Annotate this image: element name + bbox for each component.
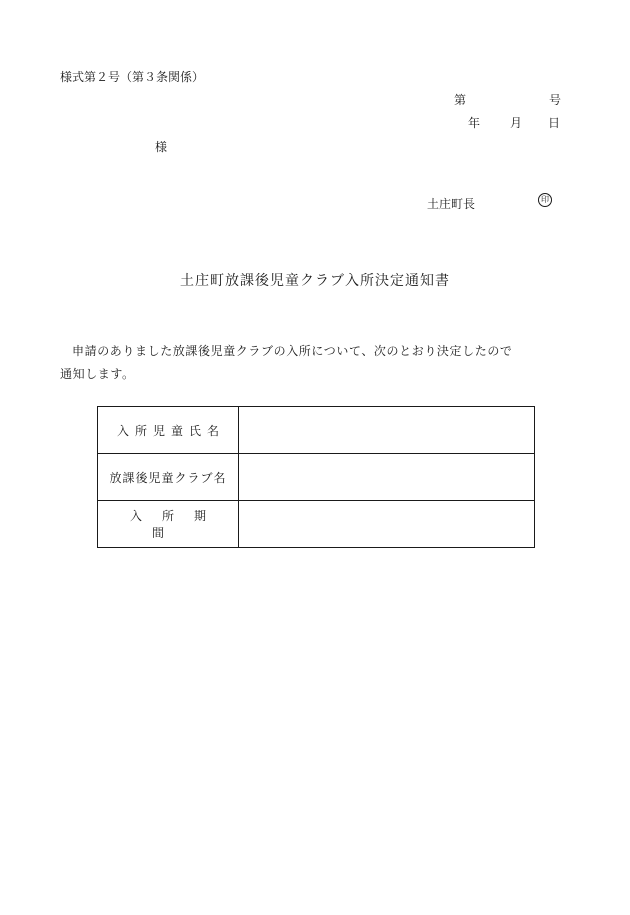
body-text xyxy=(60,340,560,386)
table-row xyxy=(98,454,535,501)
row-label-child-name-text: 入所児童氏名 xyxy=(116,423,225,438)
seal-mark-icon: 印 xyxy=(538,193,552,207)
date-year-label: 年 xyxy=(468,116,481,130)
row-value-period[interactable] xyxy=(239,501,535,548)
document-number-suffix: 号 xyxy=(549,93,562,107)
issuer-name: 土庄町長 xyxy=(427,197,476,211)
row-label-period-text: 入所期間 xyxy=(129,509,226,540)
date-day-label: 日 xyxy=(548,116,561,130)
body-line-2: 通知します。 xyxy=(60,367,135,381)
info-table xyxy=(97,406,535,548)
date-month-label: 月 xyxy=(510,116,523,130)
row-label-period xyxy=(98,501,239,548)
form-number-label: 様式第２号（第３条関係） xyxy=(60,70,205,84)
document-number-prefix: 第 xyxy=(454,93,467,107)
row-value-club-name[interactable] xyxy=(239,454,535,501)
document-title: 土庄町放課後児童クラブ入所決定通知書 xyxy=(180,273,450,289)
addressee-suffix: 様 xyxy=(155,140,168,154)
body-line-1: 申請のありました放課後児童クラブの入所について、次のとおり決定したので xyxy=(72,344,513,358)
table-row xyxy=(98,501,535,548)
table-row xyxy=(98,407,535,454)
row-label-club-name-text: 放課後児童クラブ名 xyxy=(109,470,227,485)
row-label-child-name xyxy=(98,407,239,454)
row-value-child-name[interactable] xyxy=(239,407,535,454)
row-label-club-name xyxy=(98,454,239,501)
